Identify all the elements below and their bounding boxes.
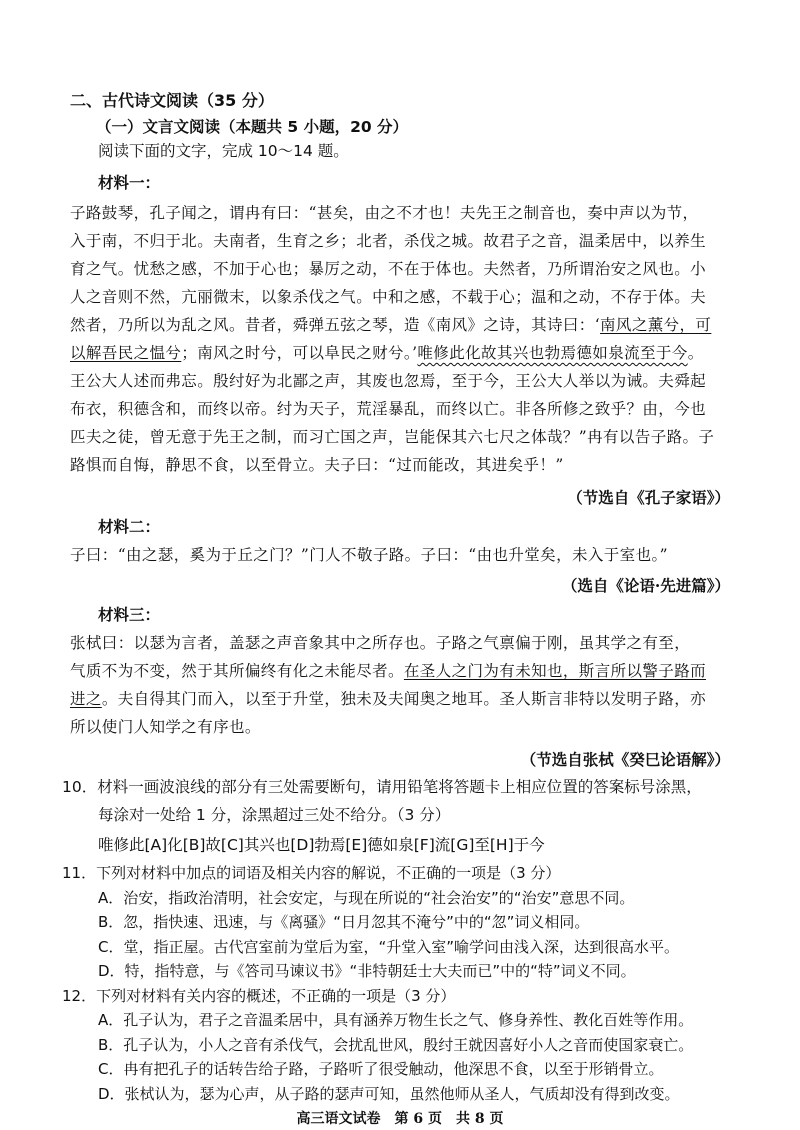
instruction: 阅读下面的文字，完成 10～14 题。 bbox=[98, 142, 349, 160]
material1-line: 布衣，积德含和，而终以帝。纣为天子，荒淫暴乱，而终以亡。非各所修之致乎？由，今也 bbox=[70, 400, 707, 418]
section-title: 二、古代诗文阅读（35 分） bbox=[70, 91, 274, 110]
material3-line: 所以使门人知学之有序也。 bbox=[70, 718, 261, 736]
material2-line: 子曰：“由之瑟，奚为于丘之门？”门人不敬子路。子曰：“由也升堂矣，未入于室也。” bbox=[70, 546, 668, 564]
material1-line: 路惧而自悔，静思不食，以至骨立。夫子曰：“过而能改，其进矣乎！” bbox=[70, 456, 564, 474]
material3-line bbox=[70, 660, 706, 682]
q12-option-b: B．孔子认为，小人之音有杀伐气，会扰乱世风，殷纣王就因喜好小人之音而使国家衰亡。 bbox=[98, 1035, 694, 1054]
material2-heading: 材料二： bbox=[98, 517, 161, 536]
material3-underlined: 进之 bbox=[70, 690, 102, 708]
material2-source: （选自《论语·先进篇》） bbox=[561, 576, 730, 595]
material1-line bbox=[70, 314, 711, 336]
q11-stem: 11．下列对材料中加点的词语及相关内容的解说，不正确的一项是（3 分） bbox=[62, 864, 561, 882]
q11-option-a: A．治安，指政治清明，社会安定，与现在所说的“社会治安”的“治安”意思不同。 bbox=[98, 888, 635, 907]
material1-line: 子路鼓琴，孔子闻之，谓冉有曰：“甚矣，由之不才也！夫先王之制音也，奏中声以为节， bbox=[70, 204, 699, 222]
q12-option-a: A．孔子认为，君子之音温柔居中，具有涵养万物生长之气、修身养性、教化百姓等作用。 bbox=[98, 1011, 694, 1029]
material1-line: 育之气。忧愁之感，不加于心也；暴厉之动，不在于体也。夫然者，乃所谓治安之风也。小 bbox=[70, 260, 707, 278]
material1-source: （节选自《孔子家语》） bbox=[567, 488, 730, 507]
wavy-line-passage: 唯修此化故其兴也勃焉德如泉流至于今 bbox=[417, 344, 688, 362]
section-subtitle: （一）文言文阅读（本题共 5 小题，20 分） bbox=[96, 118, 409, 136]
material1-line5-text: 然者，乃所以为乱之风。昔者，舜弹五弦之琴，造《南风》之诗，其诗曰：‘ bbox=[70, 316, 601, 334]
material1-line6-end: 。 bbox=[687, 344, 704, 362]
q12-stem: 12．下列对材料有关内容的概述，不正确的一项是（3 分） bbox=[62, 986, 456, 1005]
material3-line3-text: 。夫自得其门而入，以至于升堂，独未及夫闻奥之地耳。圣人斯言非特以发明子路，亦 bbox=[101, 690, 707, 708]
q12-option-d: D．张栻认为，瑟为心声，从子路的瑟声可知，虽然他师从圣人，气质却没有得到改变。 bbox=[98, 1084, 680, 1103]
material1-heading: 材料一： bbox=[98, 173, 161, 192]
q11-option-b: B．忽，指快速、迅速，与《离骚》“日月忽其不淹兮”中的“忽”词义相同。 bbox=[98, 913, 590, 931]
q12-option-c: C．冉有把孔子的话转告给子路，子路听了很受触动，他深思不食，以至于形销骨立。 bbox=[98, 1060, 664, 1078]
material3-line bbox=[70, 688, 706, 710]
material1-underlined: 南风之薰兮，可 bbox=[600, 316, 712, 334]
page-footer: 高三语文试卷 第 6 页 共 8 页 bbox=[296, 1111, 504, 1127]
q11-option-d: D．特，指特意，与《答司马谏议书》“非特朝廷士大夫而已”中的“特”词义不同。 bbox=[98, 962, 636, 980]
material1-line bbox=[70, 342, 704, 364]
q10-sentence: 唯修此[A]化[B]故[C]其兴也[D]勃焉[E]德如泉[F]流[G]至[H]于今 bbox=[98, 836, 545, 854]
q10-stem: 10．材料一画波浪线的部分有三处需要断句，请用铅笔将答题卡上相应位置的答案标号涂黑， bbox=[62, 778, 702, 796]
material1-line: 王公大人述而弗忘。殷纣好为北鄙之声，其废也忽焉，至于今，王公大人举以为诫。夫舜起 bbox=[70, 372, 707, 390]
material3-line: 张栻曰：以瑟为言者，盖瑟之声音象其中之所存也。子路之气禀偏于刚，虽其学之有至， bbox=[70, 634, 691, 652]
material1-line6-mid: ；南风之时兮，可以阜民之财兮。’ bbox=[181, 344, 418, 362]
material1-line: 人之音则不然，亢丽微末，以象杀伐之气。中和之感，不载于心；温和之动，不存于体。夫 bbox=[70, 288, 707, 306]
material3-heading: 材料三： bbox=[98, 605, 161, 624]
material1-line: 入于南，不归于北。夫南者，生育之乡；北者，杀伐之城。故君子之音，温柔居中，以养生 bbox=[70, 232, 707, 250]
material3-underlined: 在圣人之门为有未知也，斯言所以警子路而 bbox=[403, 662, 707, 680]
material3-source: （节选自张栻《癸巳论语解》） bbox=[520, 750, 730, 769]
q11-option-c: C．堂，指正屋。古代宫室前为堂后为室，“升堂入室”喻学问由浅入深，达到很高水平。 bbox=[98, 937, 680, 956]
material1-line: 匹夫之徒，曾无意于先王之制，而习亡国之声，岂能保其六七尺之体哉？”冉有以告子路。子 bbox=[70, 428, 715, 446]
material1-underlined: 以解吾民之愠兮 bbox=[70, 344, 182, 362]
q10-scoring: 每涂对一处给 1 分，涂黑超过三处不给分。（3 分） bbox=[98, 806, 451, 824]
material3-line2-text: 气质不为不变，然于其所偏终有化之未能尽者。 bbox=[70, 662, 404, 680]
